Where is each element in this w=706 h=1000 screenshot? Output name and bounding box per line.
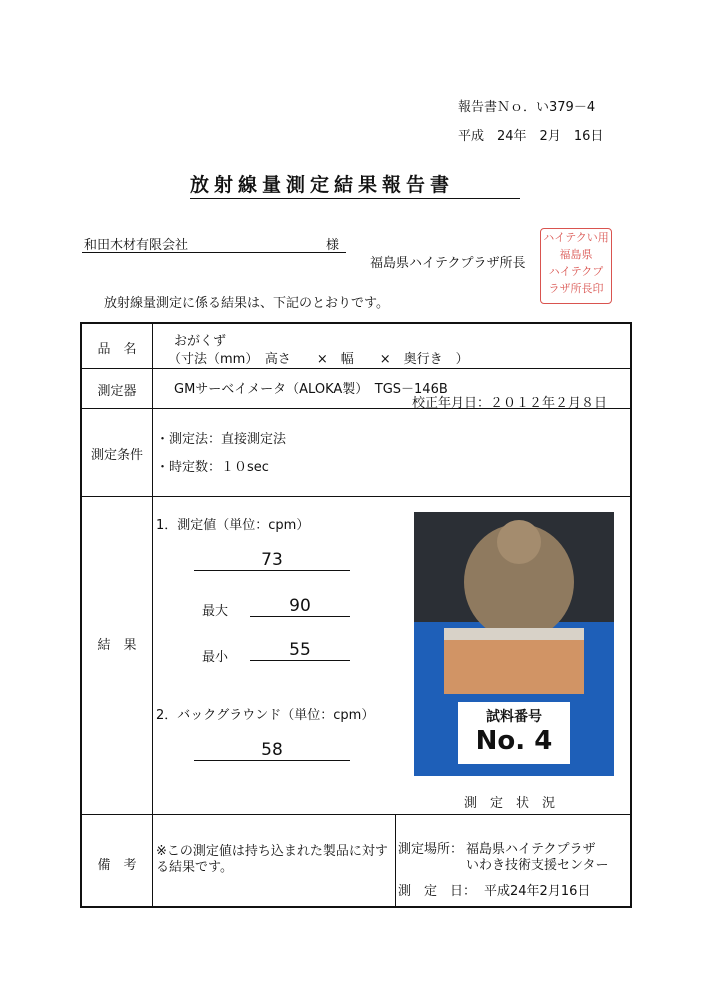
instrument-name: GMサーベイメータ（ALOKA製） TGS－146B [174, 382, 448, 397]
measurement-date: 平成24年2月16日 [484, 884, 591, 899]
remarks-column-divider [395, 814, 396, 906]
location-line-1: 福島県ハイテクプラザ [466, 842, 596, 857]
seal-line-1: ハイテクい用 [543, 231, 609, 244]
measurement-method: ・測定法：直接測定法 [156, 432, 287, 447]
location-label: 測定場所： [398, 842, 464, 857]
seal-line-4: ラザ所長印 [548, 282, 604, 295]
item-label: 品 名 [97, 342, 137, 357]
min-value: 55 [250, 640, 350, 661]
intro-text: 放射線量測定に係る結果は、下記のとおりです。 [104, 296, 389, 311]
item-name: おがくず [174, 334, 227, 349]
recipient-name: 和田木材有限会社 [84, 238, 189, 253]
results-label: 結 果 [97, 638, 137, 653]
max-label: 最大 [202, 604, 229, 619]
min-label: 最小 [202, 650, 229, 665]
item-dimensions: （寸法（mm） 高さ × 幅 × 奥行き ） [168, 352, 469, 367]
measurement-date-label: 測 定 日： [398, 884, 477, 899]
report-date: 平成 24年 2月 16日 [458, 129, 604, 144]
conditions-label: 測定条件 [90, 448, 143, 463]
document-title: 放射線量測定結果報告書 [190, 174, 455, 196]
title-underline [190, 198, 520, 199]
photo-caption: 測 定 状 況 [464, 796, 556, 811]
remarks-note-1: ※この測定値は持ち込まれた製品に対す [156, 844, 388, 859]
time-constant: ・時定数：１０sec [156, 460, 269, 475]
seal-line-2: 福島県 [559, 248, 593, 261]
measured-value: 73 [194, 550, 350, 571]
calibration-date: 校正年月日：２０１２年２月８日 [412, 396, 608, 411]
issuer-name: 福島県ハイテクプラザ所長 [370, 256, 526, 271]
remarks-note-2: る結果です。 [156, 860, 233, 875]
sample-sign-number: No. 4 [475, 726, 553, 756]
row-divider-4 [82, 814, 630, 815]
instrument-label: 測定器 [97, 384, 137, 399]
sample-sign-top: 試料番号 [486, 709, 542, 725]
official-seal [540, 228, 612, 304]
remarks-label: 備 考 [97, 858, 137, 873]
seal-line-3: ハイテクプ [548, 265, 604, 278]
background-heading: 2．バックグラウンド（単位：cpm） [156, 708, 375, 723]
background-value: 58 [194, 740, 350, 761]
row-divider-1 [82, 368, 630, 369]
label-column-divider [152, 324, 153, 906]
measured-heading: 1．測定値（単位：cpm） [156, 518, 310, 533]
row-divider-3 [82, 496, 630, 497]
report-number: 報告書Ｎｏ．い379－4 [458, 100, 596, 115]
recipient-suffix: 様 [326, 238, 340, 253]
max-value: 90 [250, 596, 350, 617]
measurement-photo [414, 512, 614, 776]
location-line-2: いわき技術支援センター [466, 858, 609, 873]
